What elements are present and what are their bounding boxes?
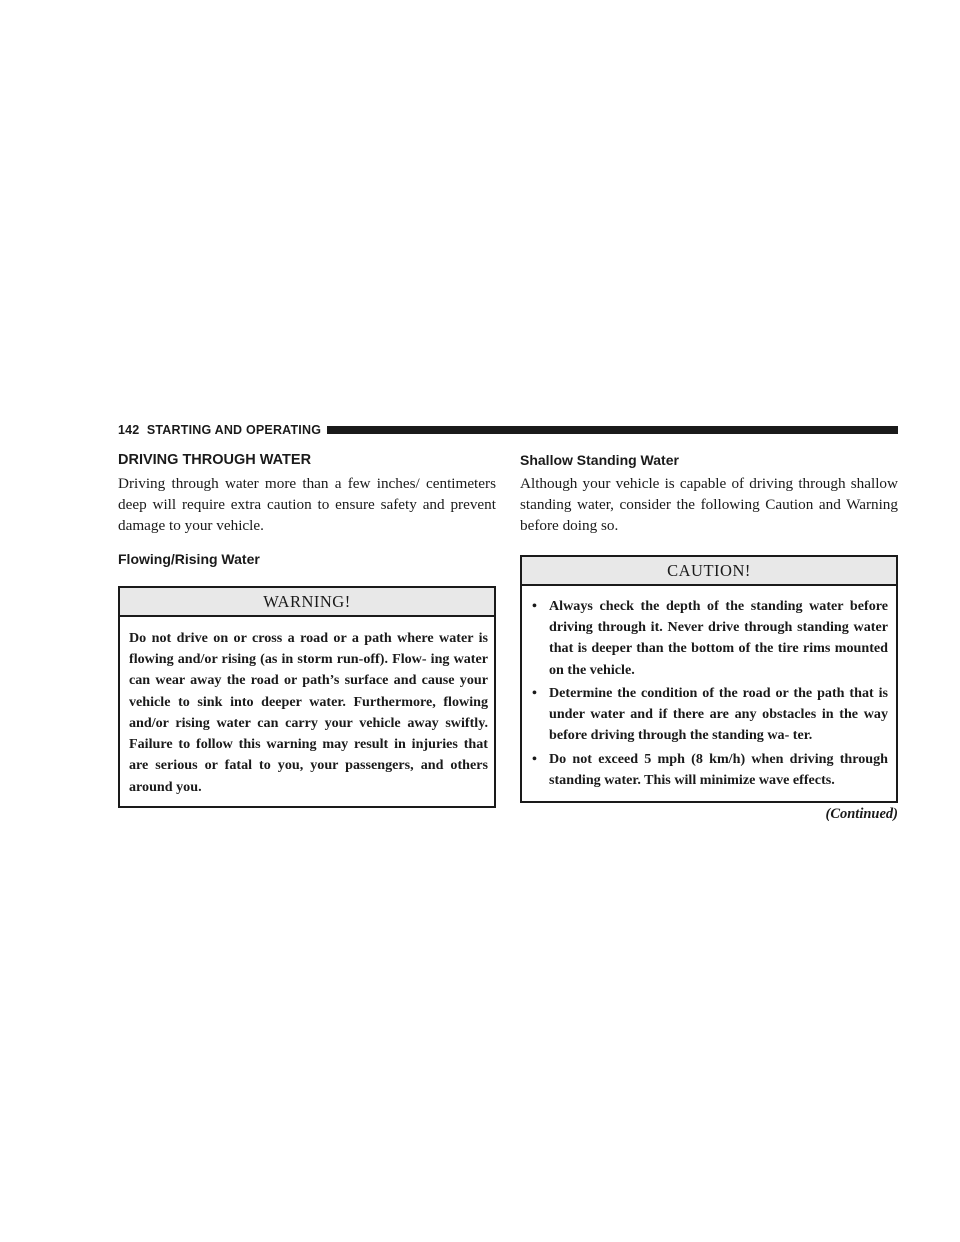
- caution-box: [520, 555, 898, 804]
- page-header: [118, 423, 898, 437]
- section-title: STARTING AND OPERATING: [146, 423, 322, 437]
- caution-item: [530, 749, 888, 792]
- caution-item-text: Do not exceed 5 mph (8 km/h) when driving through standing water. This will minimize wave effects.: [549, 750, 888, 788]
- caution-item: [530, 596, 888, 681]
- section-heading: DRIVING THROUGH WATER: [118, 452, 312, 468]
- shallow-water-paragraph: Although your vehicle is capable of driving through shallow standing water, consider the following Caution and Warning before doing so.: [520, 475, 898, 535]
- caution-item-text: Determine the condition of the road or the path that is under water and if there are any obstacles in the way before driving through the standing wa- ter.: [549, 684, 888, 744]
- caution-body: [522, 586, 896, 802]
- page-header-text: [118, 423, 321, 437]
- caution-item: [530, 683, 888, 747]
- warning-box: [118, 586, 496, 808]
- bullet-icon: •: [532, 597, 537, 614]
- left-column: [118, 452, 496, 808]
- subheading-shallow-water: Shallow Standing Water: [520, 452, 679, 468]
- page-number: 142: [118, 423, 140, 437]
- caution-item-text: Always check the depth of the standing water before driving through it. Never drive through standing water that is deeper than the bottom of the tire rims mounted on the vehicle.: [549, 597, 888, 678]
- caution-list: [530, 596, 888, 792]
- bullet-icon: •: [532, 684, 537, 701]
- warning-text: Do not drive on or cross a road or a path where water is flowing and/or rising (as in storm run-off). Flow- ing water can wear away the road or path’s surface and cause your vehicle to sink into deeper water. Furthermore, flowing and/or rising water can carry your vehicle away swiftly. Failure to follow this warning may result in injuries that are serious or fatal to you, your passengers, and others around you.: [129, 629, 488, 795]
- header-rule: [327, 426, 898, 434]
- bullet-icon: •: [532, 750, 537, 767]
- intro-paragraph: Driving through water more than a few inches/ centimeters deep will require extra caution to ensure safety and prevent damage to your vehicle.: [118, 475, 496, 535]
- right-column: [520, 452, 898, 823]
- warning-title: WARNING!: [120, 588, 494, 617]
- continued-label: (Continued): [825, 806, 898, 823]
- caution-title: CAUTION!: [522, 557, 896, 586]
- subheading-flowing-water: Flowing/Rising Water: [118, 550, 260, 567]
